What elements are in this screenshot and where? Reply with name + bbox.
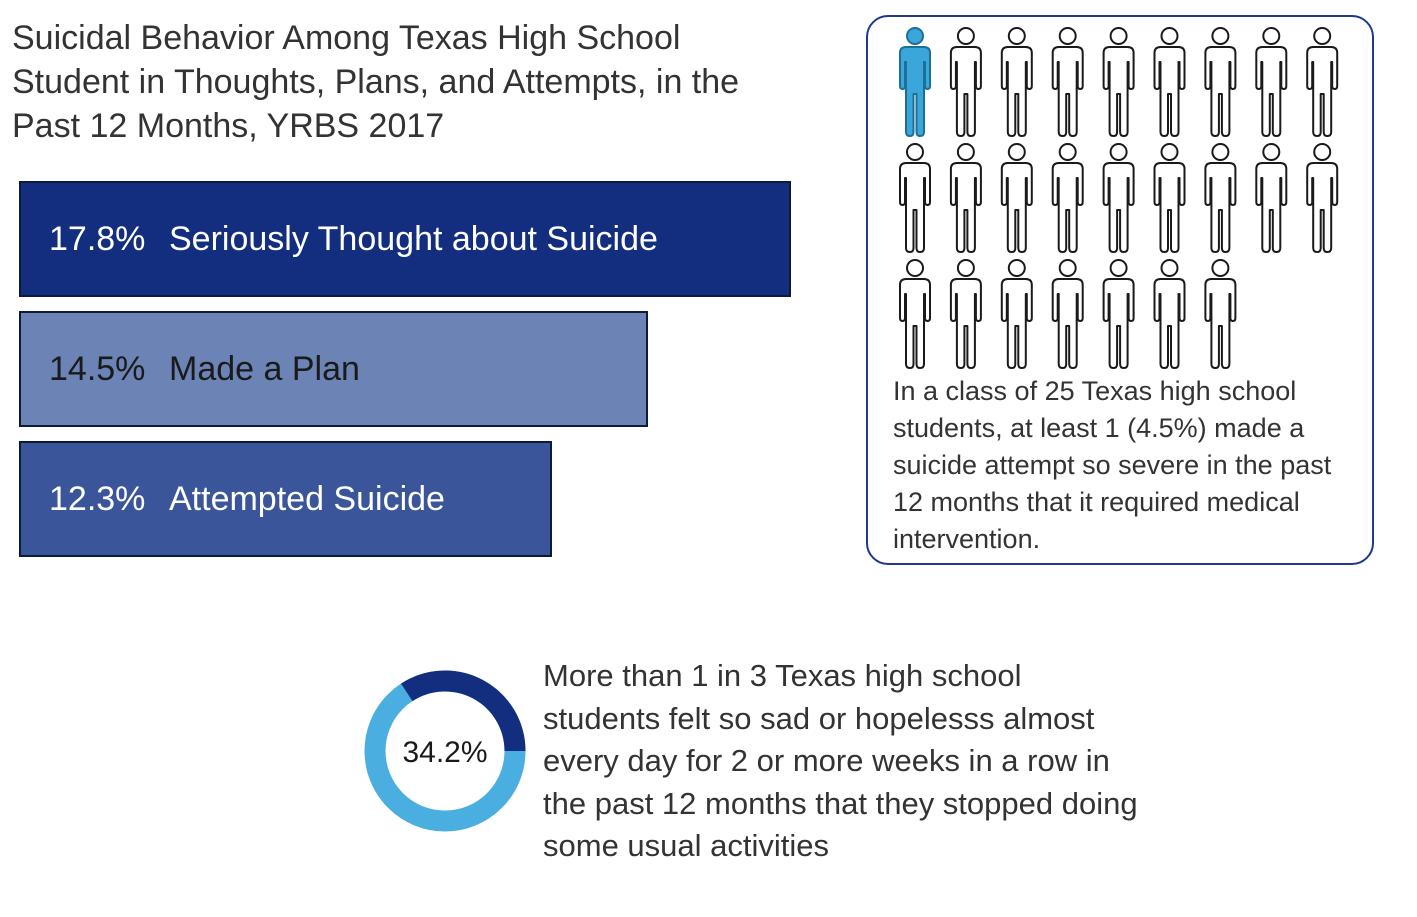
person-icon [1205,260,1235,368]
bar-category-label: Made a Plan [169,349,360,388]
person-icon [1256,144,1286,252]
person-icon [1205,28,1235,136]
person-icon [1104,260,1134,368]
bar-category-label: Attempted Suicide [169,479,445,518]
person-icon [1104,28,1134,136]
person-icon [1155,144,1185,252]
person-icon [1155,260,1185,368]
person-icon [1307,28,1337,136]
bar-category-label: Seriously Thought about Suicide [169,219,658,258]
person-icon [951,260,981,368]
pictogram-caption: In a class of 25 Texas high school students, at least 1 (4.5%) made a suicide attempt so severe in the past 12 months that it required medical intervention. [893,376,1332,554]
person-icon [1002,260,1032,368]
person-icon [1307,144,1337,252]
person-icon [900,260,930,368]
bar-value-label: 12.3% [49,479,146,518]
person-icon-highlighted [900,28,930,136]
person-icon [1053,144,1083,252]
donut-chart [360,666,530,836]
person-icon [900,144,930,252]
person-icon [951,144,981,252]
person-icon [1053,260,1083,368]
donut-description: More than 1 in 3 Texas high school students felt so sad or hopelesss almost every day for 2 or more weeks in a row in the past 12 months that they stopped doing some usual activities [543,658,1138,863]
person-icon [1256,28,1286,136]
donut-center-label: 34.2% [402,736,488,769]
person-icon [1002,28,1032,136]
bar-value-label: 17.8% [49,219,146,258]
person-icon [1205,144,1235,252]
person-icon [1104,144,1134,252]
person-icon [1155,28,1185,136]
person-icon [1002,144,1032,252]
bar-value-label: 14.5% [49,349,146,388]
page-title: Suicidal Behavior Among Texas High School Student in Thoughts, Plans, and Attempts, in the Past 12 Months, YRBS 2017 [12,19,740,145]
person-icon [951,28,981,136]
person-icon [1053,28,1083,136]
